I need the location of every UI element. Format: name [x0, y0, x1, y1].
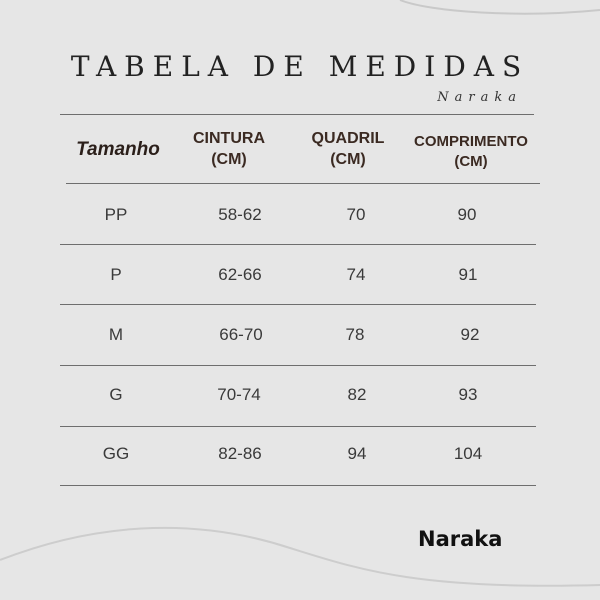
column-header-tamanho: Tamanho [76, 139, 160, 160]
table-cell-cintura: 62-66 [218, 265, 262, 284]
table-cell-cintura: 58-62 [218, 205, 262, 224]
divider-header [66, 183, 540, 184]
table-cell-quadril: 94 [347, 444, 367, 463]
table-cell-comprimento: 93 [458, 385, 478, 404]
table-cell-quadril: 74 [346, 265, 366, 284]
table-cell-comprimento: 92 [460, 325, 480, 344]
column-header-cintura: CINTURA (CM) [193, 130, 265, 168]
table-cell-quadril: 70 [346, 205, 366, 224]
column-header-quadril: QUADRIL (CM) [311, 130, 385, 168]
table-cell-comprimento: 90 [457, 205, 477, 224]
table-cell-quadril: 82 [347, 385, 367, 404]
row-divider [60, 244, 536, 245]
table-cell-cintura: 70-74 [217, 385, 261, 404]
row-divider [60, 365, 536, 366]
table-cell-size: P [110, 265, 122, 284]
table-cell-comprimento: 104 [453, 444, 483, 463]
divider-bottom [60, 485, 536, 486]
table-cell-size: PP [104, 205, 128, 224]
table-cell-cintura: 82-86 [218, 444, 262, 463]
table-cell-comprimento: 91 [458, 265, 478, 284]
row-divider [60, 426, 536, 427]
column-header-comprimento: COMPRIMENTO (CM) [414, 133, 528, 170]
table-cell-cintura: 66-70 [219, 325, 263, 344]
table-cell-quadril: 78 [345, 325, 365, 344]
page-title: TABELA DE MEDIDAS [70, 50, 530, 83]
divider-top [60, 114, 534, 115]
brand-logo-text: Naraka [418, 527, 503, 551]
table-cell-size: G [109, 385, 123, 404]
table-cell-size: M [108, 325, 124, 344]
page-subtitle: Naraka [437, 90, 522, 105]
row-divider [60, 304, 536, 305]
table-cell-size: GG [102, 444, 130, 463]
